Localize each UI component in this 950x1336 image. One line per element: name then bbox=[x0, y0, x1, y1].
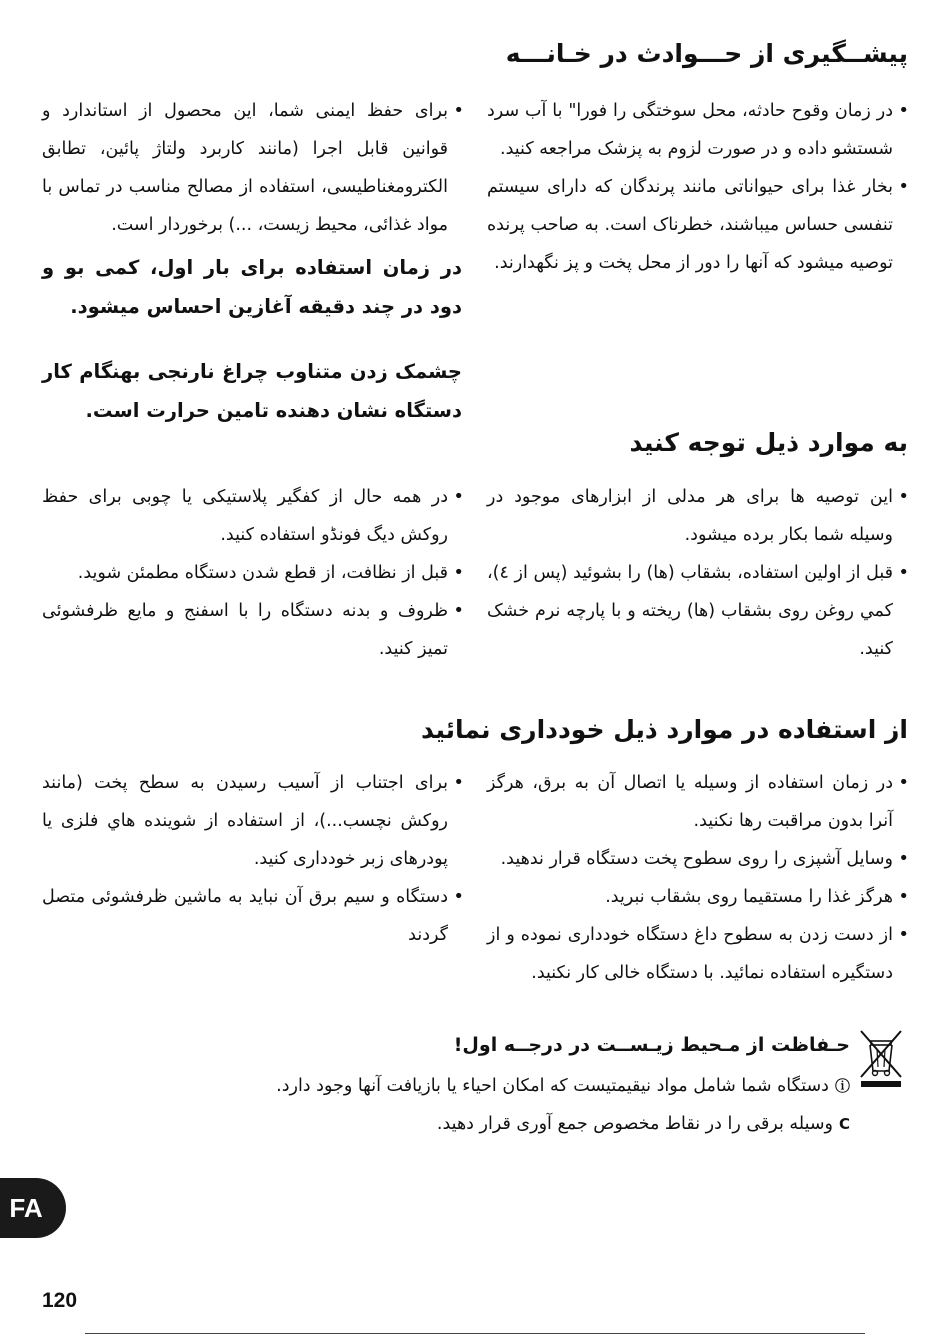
environment-title: حـفاظت از مـحیط زیـســت در درجــه اول! bbox=[453, 1034, 850, 1056]
environment-line-1: دستگاه شما شامل مواد نیقیمتیست که امکان احیاء یا بازیافت آنها وجود دارد. bbox=[276, 1076, 829, 1096]
section3-right-column bbox=[487, 764, 907, 992]
crossed-out-bin-icon bbox=[857, 1027, 905, 1087]
section-title-avoid-use: از استفاده در موارد ذیل خودداری نمائید bbox=[421, 715, 908, 744]
page-number: 120 bbox=[42, 1289, 78, 1312]
environment-line-2: وسیله برقی را در نقاط مخصوص جمع آوری قرار دهید. bbox=[436, 1114, 833, 1134]
list-item: • برای اجتناب از آسیب رسیدن به سطح پخت (مانند روکش نچسب...)، از استفاده از شوینده هاي فلزی یا پودرهای زبر خودداری کنید. bbox=[42, 764, 462, 878]
list-item: • ظروف و بدنه دستگاه را با اسفنج و مایع ظرفشوئی تمیز کنید. bbox=[42, 592, 462, 668]
section2-right-column bbox=[487, 478, 907, 668]
environment-collect-line bbox=[437, 1114, 850, 1134]
section1-left-column bbox=[42, 92, 462, 430]
environment-recycle-line bbox=[276, 1075, 850, 1096]
language-badge: FA bbox=[0, 1178, 66, 1238]
footer-divider bbox=[85, 1333, 865, 1334]
first-use-smell-note: در زمان استفاده برای بار اول، کمی بو و دود در چند دقیقه آغازین احساس میشود. bbox=[42, 256, 462, 318]
info-circle-icon: ⓘ bbox=[834, 1077, 850, 1095]
list-item: • دستگاه و سیم برق آن نباید به ماشین ظرفشوئی متصل گردند bbox=[42, 878, 462, 954]
section2-left-column bbox=[42, 478, 462, 668]
list-item: • در زمان استفاده از وسیله یا اتصال آن به برق، هرگز آنرا بدون مراقبت رها نکنید. bbox=[487, 764, 907, 840]
list-item: • از دست زدن به سطوح داغ دستگاه خودداری نموده و از دستگیره استفاده نمائید. با دستگاه خالی کار نکنید. bbox=[487, 916, 907, 992]
list-item: • هرگز غذا را مستقیما روی بشقاب نبرید. bbox=[487, 878, 907, 916]
section1-right-column bbox=[487, 92, 907, 282]
section-title-attention: به موارد ذیل توجه کنید bbox=[629, 428, 908, 457]
list-item: • این توصیه ها برای هر مدلی از ابزارهای موجود در وسیله شما بکار برده میشود. bbox=[487, 478, 907, 554]
recycle-c-icon: C bbox=[838, 1115, 850, 1133]
orange-light-note: چشمک زدن متناوب چراغ نارنجی بهنگام کار دستگاه نشان دهنده تامین حرارت است. bbox=[42, 360, 462, 422]
list-item: • وسایل آشپزی را روی سطوح پخت دستگاه قرار ندهید. bbox=[487, 840, 907, 878]
section3-left-column bbox=[42, 764, 462, 954]
list-item: • برای حفظ ایمنی شما، این محصول از استاندارد و قوانین قابل اجرا (مانند کاربرد ولتاژ پائین، تطابق الکترومغناطیسی، استفاده از مصالح مناسب در تماس با مواد غذائی، محیط زیست، ...) برخوردار است. bbox=[42, 92, 462, 244]
list-item: • قبل از نظافت، از قطع شدن دستگاه مطمئن شوید. bbox=[42, 554, 462, 592]
section-title-accident-prevention: پیشــگیری از حـــوادث در خـانـــه bbox=[505, 39, 908, 68]
list-item: • در زمان وقوح حادثه، محل سوختگی را فورا" با آب سرد شستشو داده و در صورت لزوم به پزشک مراجعه کنید. bbox=[487, 92, 907, 168]
list-item: • قبل از اولین استفاده، بشقاب (ها) را بشوئید (پس از ٤)، كمي روغن روی بشقاب (ها) ريخته و با پارچه نرم خشک کنید. bbox=[487, 554, 907, 668]
list-item: • بخار غذا برای حیواناتی مانند پرندگان که دارای سیستم تنفسی حساس میباشند، خطرناک است. به صاحب پرنده توصیه میشود که آنها را دور از محل پخت و پز نگهدارند. bbox=[487, 168, 907, 282]
list-item: • در همه حال از کفگیر پلاستیکی یا چوبی برای حفظ روکش دیگ فونڈو استفاده کنید. bbox=[42, 478, 462, 554]
